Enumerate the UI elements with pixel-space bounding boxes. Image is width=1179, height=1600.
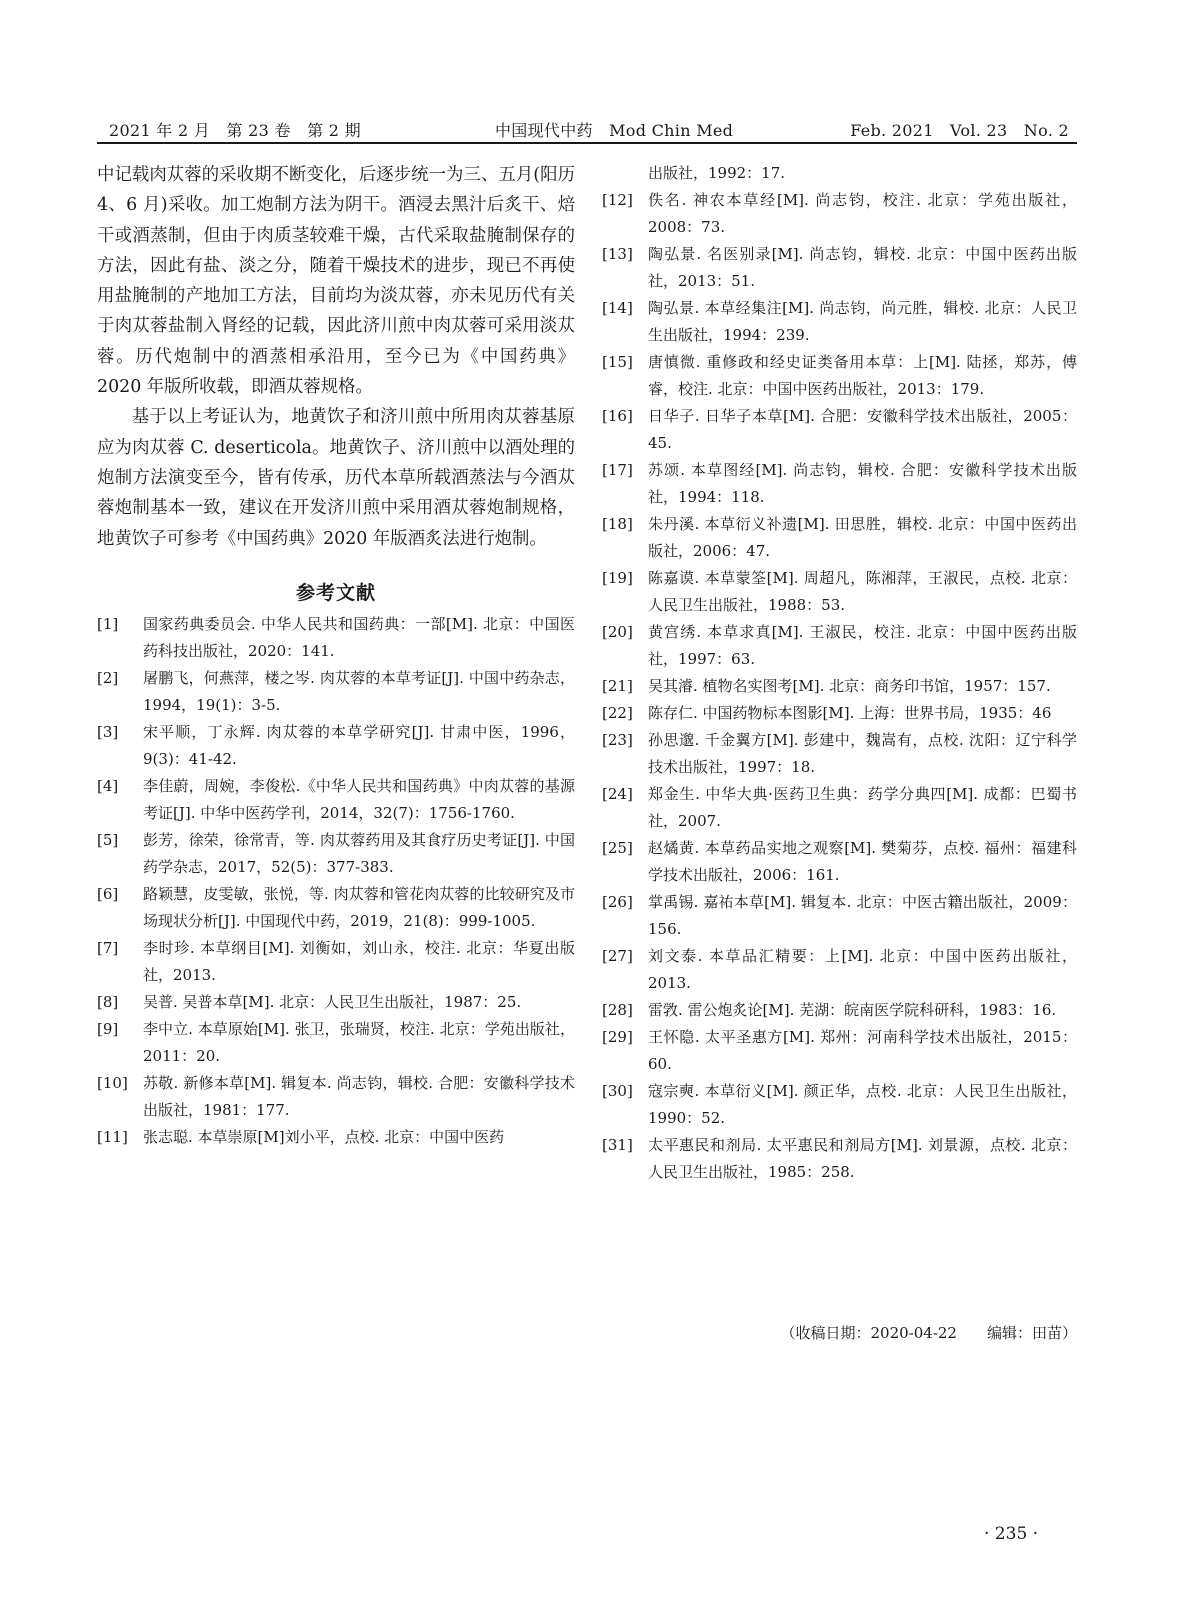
body-paragraph: 中记载肉苁蓉的采收期不断变化，后逐步统一为三、五月(阳历4、6 月)采收。加工炮制方法为阴干。酒浸去黑汁后炙干、焙干或酒蒸制，但由于肉质茎较难干燥，古代采取盐腌制保存的方法，因此有盐、淡之分，随着干燥技术的进步，现已不再使用盐腌制的产地加工方法，目前均为淡苁蓉，亦未见历代有关于肉苁蓉盐制入肾经的记载，因此济川煎中肉苁蓉可采用淡苁蓉。历代炮制中的酒蒸相承沿用，至今已为《中国药典》2020 年版所收载，即酒苁蓉规格。 [97,165,575,398]
reference-text: 陈存仁. 中国药物标本图影[M]. 上海：世界书局，1935：46 [648,704,1052,722]
reference-text: 太平惠民和剂局. 太平惠民和剂局方[M]. 刘景源，点校. 北京：人民卫生出版社，1985：258. [648,1136,1077,1181]
reference-number: [22] [602,704,633,722]
reference-text: 刘文泰. 本草品汇精要：上[M]. 北京：中国中医药出版社，2013. [648,947,1077,992]
reference-item [97,989,575,1016]
received-date: （收稿日期：2020-04-22 [780,1324,957,1342]
reference-number: [20] [602,623,633,641]
header-issue-info: 2021 年 2 月 第 23 卷 第 2 期 [109,121,361,140]
right-column [602,160,1077,1186]
reference-item [97,773,575,827]
reference-number: [23] [602,731,633,749]
reference-number: [21] [602,677,633,695]
reference-number: [24] [602,785,633,803]
reference-item [602,241,1077,295]
reference-item [602,943,1077,997]
reference-text: 雷敩. 雷公炮炙论[M]. 芜湖：皖南医学院科研科，1983：16. [648,1001,1057,1019]
reference-item [602,511,1077,565]
reference-text: 日华子. 日华子本草[M]. 合肥：安徽科学技术出版社，2005：45. [648,407,1077,452]
references-heading: 参考文献 [295,581,376,604]
reference-number: [30] [602,1082,633,1100]
reference-number: [10] [97,1073,128,1092]
reference-number: [1] [97,614,119,633]
reference-text: 李中立. 本草原始[M]. 张卫，张瑞贤，校注. 北京：学苑出版社，2011：20. [143,1019,575,1065]
reference-item [602,1024,1077,1078]
reference-item [97,1124,575,1151]
left-column [97,160,575,1151]
reference-text: 张志聪. 本草崇原[M]刘小平，点校. 北京：中国中医药 [143,1127,505,1146]
reference-text: 苏敬. 新修本草[M]. 辑复本. 尚志钧，辑校. 合肥：安徽科学技术出版社，1981：177. [143,1073,575,1119]
reference-text: 苏颂. 本草图经[M]. 尚志钧，辑校. 合肥：安徽科学技术出版社，1994：118. [648,461,1077,506]
reference-item [602,349,1077,403]
reference-text: 寇宗奭. 本草衍义[M]. 颜正华，点校. 北京：人民卫生出版社，1990：52. [648,1082,1077,1127]
reference-text: 宋平顺，丁永辉. 肉苁蓉的本草学研究[J]. 甘肃中医，1996，9(3)：41-42. [143,722,575,768]
header-issue-info-english: Feb. 2021 Vol. 23 No. 2 [850,121,1069,140]
received-date-line [780,1322,1077,1343]
reference-number: [27] [602,947,633,965]
reference-item [97,1070,575,1124]
reference-text: 吴其濬. 植物名实图考[M]. 北京：商务印书馆，1957：157. [648,677,1051,695]
reference-number: [28] [602,1001,633,1019]
reference-text: 黄宫绣. 本草求真[M]. 王淑民，校注. 北京：中国中医药出版社，1997：63. [648,623,1077,668]
body-paragraph: 基于以上考证认为，地黄饮子和济川煎中所用肉苁蓉基原应为肉苁蓉 C. deserticola。地黄饮子、济川煎中以酒处理的炮制方法演变至今，皆有传承，历代本草所载酒蒸法与今酒苁蓉炮制基本一致，建议在开发济川煎中采用酒苁蓉炮制规格，地黄饮子可参考《中国药典》2020 年版酒炙法进行炮制。 [97,407,575,549]
reference-text: 国家药典委员会. 中华人民共和国药典：一部[M]. 北京：中国医药科技出版社，2020：141. [143,614,575,660]
reference-number: [14] [602,299,633,317]
reference-number: [13] [602,245,633,263]
reference-number: [26] [602,893,633,911]
reference-item [602,1078,1077,1132]
reference-list-right [602,187,1077,1186]
reference-text: 赵燏黄. 本草药品实地之观察[M]. 樊菊芬，点校. 福州：福建科学技术出版社，2006：161. [648,839,1077,884]
header-rule [97,142,1077,144]
reference-text: 陶弘景. 本草经集注[M]. 尚志钧，尚元胜，辑校. 北京：人民卫生出版社，1994：239. [648,299,1077,344]
reference-item [97,1016,575,1070]
reference-item [602,700,1077,727]
reference-item [602,619,1077,673]
reference-text: 掌禹锡. 嘉祐本草[M]. 辑复本. 北京：中医古籍出版社，2009：156. [648,893,1077,938]
body-text [97,160,575,554]
reference-number: [19] [602,569,633,587]
reference-item [97,719,575,773]
reference-item [97,827,575,881]
reference-number: [9] [97,1019,119,1038]
reference-text: 王怀隐. 太平圣惠方[M]. 郑州：河南科学技术出版社，2015：60. [648,1028,1077,1073]
reference-list-left [97,611,575,1151]
reference-number: [3] [97,722,119,741]
reference-item [602,889,1077,943]
reference-item [602,673,1077,700]
reference-item [602,403,1077,457]
reference-item [602,1132,1077,1186]
reference-text: 李佳蔚，周婉，李俊松.《中华人民共和国药典》中肉苁蓉的基源考证[J]. 中华中医药学刊，2014，32(7)：1756-1760. [143,776,575,822]
reference-item [602,565,1077,619]
reference-number: [31] [602,1136,633,1154]
reference-text: 李时珍. 本草纲目[M]. 刘衡如，刘山永，校注. 北京：华夏出版社，2013. [143,938,575,984]
reference-text: 吴普. 吴普本草[M]. 北京：人民卫生出版社，1987：25. [143,992,522,1011]
reference-number: [11] [97,1127,128,1146]
reference-number: [8] [97,992,119,1011]
reference-text: 唐慎微. 重修政和经史证类备用本草：上[M]. 陆拯，郑苏，傅睿，校注. 北京：中国中医药出版社，2013：179. [648,353,1077,398]
reference-text: 屠鹏飞，何燕萍，楼之岑. 肉苁蓉的本草考证[J]. 中国中药杂志，1994，19(1)：3-5. [143,668,575,714]
reference-text: 陶弘景. 名医别录[M]. 尚志钧，辑校. 北京：中国中医药出版社，2013：51. [648,245,1077,290]
reference-item [602,295,1077,349]
reference-number: [29] [602,1028,633,1046]
reference-text: 朱丹溪. 本草衍义补遗[M]. 田思胜，辑校. 北京：中国中医药出版社，2006：47. [648,515,1077,560]
reference-text: 郑金生. 中华大典·医药卫生典：药学分典四[M]. 成都：巴蜀书社，2007. [648,785,1077,830]
reference-number: [6] [97,884,119,903]
reference-number: [12] [602,191,633,209]
editor-credit: 编辑：田苗） [986,1324,1077,1342]
reference-item [602,187,1077,241]
reference-number: [5] [97,830,119,849]
reference-text: 彭芳，徐荣，徐常青，等. 肉苁蓉药用及其食疗历史考证[J]. 中国药学杂志，2017，52(5)：377-383. [143,830,575,876]
reference-item [602,727,1077,781]
reference-number: [2] [97,668,119,687]
reference-text: 佚名. 神农本草经[M]. 尚志钧，校注. 北京：学苑出版社，2008：73. [648,191,1077,236]
reference-number: [18] [602,515,633,533]
reference-number: [7] [97,938,119,957]
running-header [97,112,1077,146]
reference-item [97,935,575,989]
reference-continuation: 出版社，1992：17. [648,164,786,182]
header-journal-name: 中国现代中药 Mod Chin Med [495,121,734,140]
reference-item [602,835,1077,889]
reference-item [602,457,1077,511]
reference-number: [25] [602,839,633,857]
page-number: · 235 · [984,1524,1039,1544]
reference-number: [4] [97,776,119,795]
reference-item [602,781,1077,835]
reference-text: 孙思邈. 千金翼方[M]. 彭建中，魏嵩有，点校. 沈阳：辽宁科学技术出版社，1997：18. [648,731,1077,776]
reference-number: [15] [602,353,633,371]
reference-text: 路颖慧，皮雯敏，张悦，等. 肉苁蓉和管花肉苁蓉的比较研究及市场现状分析[J]. 中国现代中药，2019，21(8)：999-1005. [143,884,575,930]
reference-number: [17] [602,461,633,479]
reference-item [97,611,575,665]
reference-item [97,665,575,719]
reference-item [97,881,575,935]
reference-item [602,997,1077,1024]
reference-number: [16] [602,407,633,425]
reference-text: 陈嘉谟. 本草蒙筌[M]. 周超凡，陈湘萍，王淑民，点校. 北京：人民卫生出版社，1988：53. [648,569,1077,614]
